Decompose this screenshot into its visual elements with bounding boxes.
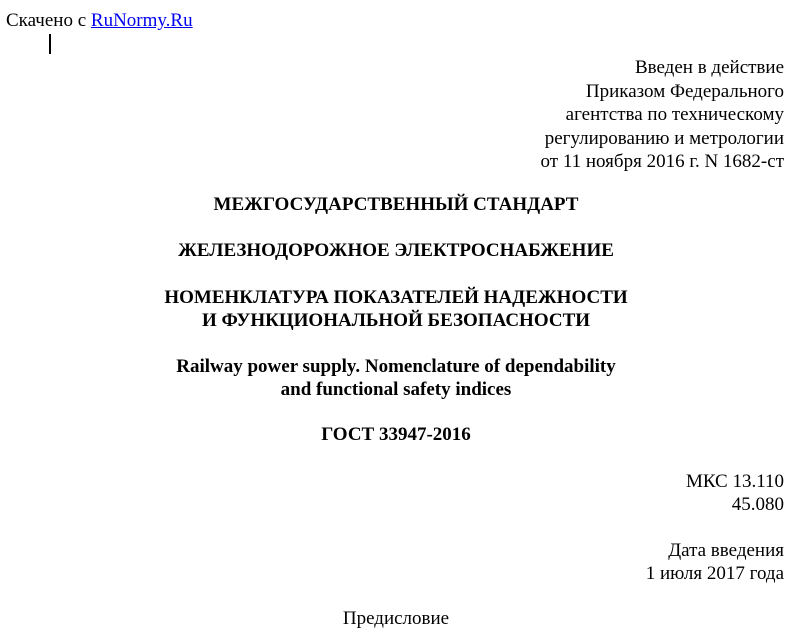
source-link[interactable]: RuNormy.Ru [90,10,193,31]
heading-interstate-standard: МЕЖГОСУДАРСТВЕННЫЙ СТАНДАРТ [213,194,579,215]
heading-english-title [0,355,792,401]
introduction-date [646,539,784,585]
source-line [6,10,193,32]
approval-line: Введен в действие [634,57,784,78]
approval-block [541,56,784,174]
approval-line: агентства по техническому [565,104,784,126]
approval-line: от 11 ноября 2016 г. N 1682-ст [540,151,784,173]
source-prefix: Скачено с [6,10,87,31]
heading-gost-number: ГОСТ 33947-2016 [321,424,471,445]
text-cursor [49,34,51,54]
english-title-line: Railway power supply. Nomenclature of dependability [176,356,616,377]
approval-line: регулированию и метрологии [544,127,784,149]
approval-line: Приказом Федерального [585,80,784,102]
heading-nomenclature-line: И ФУНКЦИОНАЛЬНОЙ БЕЗОПАСНОСТИ [201,310,591,331]
intro-date-label: Дата введения [668,540,784,561]
foreword-title: Предисловие [342,608,450,629]
english-title-line: and functional safety indices [280,379,512,400]
intro-date-value: 1 июля 2017 года [645,563,784,584]
mks-line: МКС 13.110 [685,471,784,492]
heading-nomenclature [0,286,792,332]
mks-codes [686,470,784,516]
heading-nomenclature-line: НОМЕНКЛАТУРА ПОКАЗАТЕЛЕЙ НАДЕЖНОСТИ [164,287,628,308]
heading-railway-power: ЖЕЛЕЗНОДОРОЖНОЕ ЭЛЕКТРОСНАБЖЕНИЕ [178,240,614,261]
mks-line: 45.080 [731,494,784,515]
